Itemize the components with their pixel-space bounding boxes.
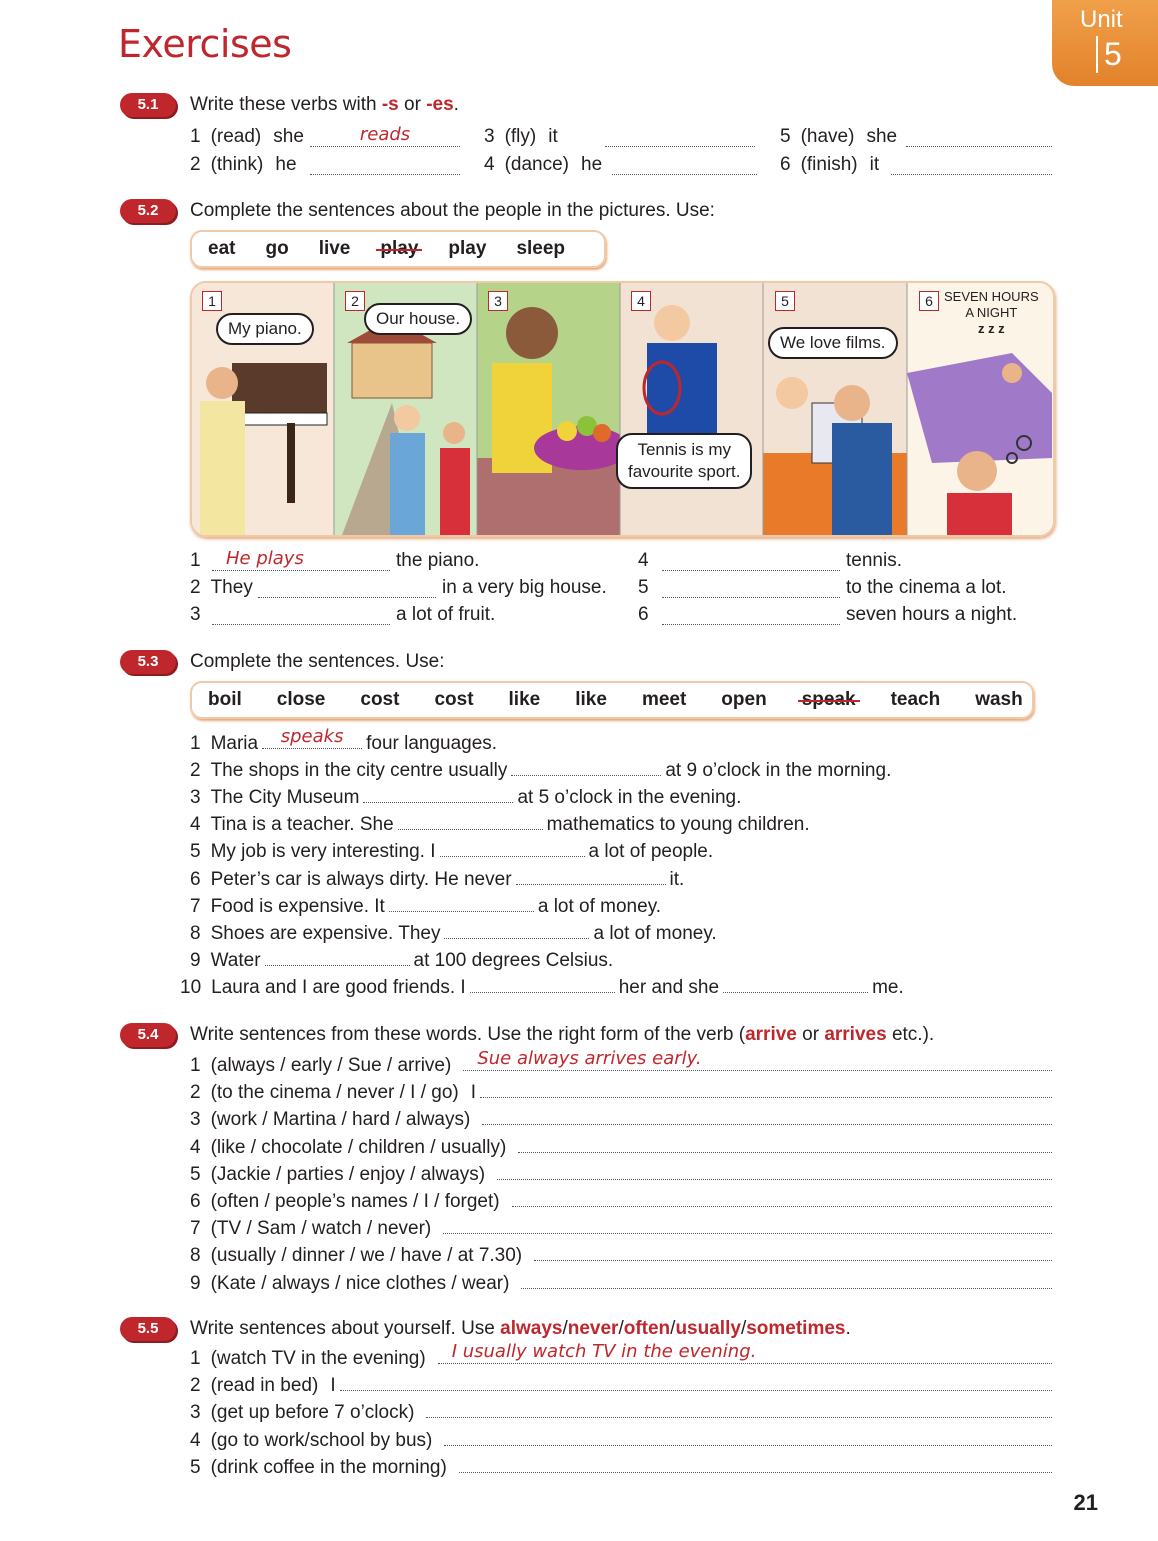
answer-blank[interactable] (389, 897, 534, 912)
sentence-start: Water (210, 949, 261, 971)
exercise-item (190, 124, 411, 148)
sentence-end: at 5 o’clock in the evening. (517, 787, 742, 809)
instr-example-arrives: arrives (824, 1024, 887, 1045)
item-number: 2 (190, 1375, 201, 1397)
exercise-item (180, 977, 904, 999)
sentence-start: Shoes are expensive. They (210, 922, 441, 944)
exercise-item (190, 1430, 1052, 1452)
adverb-often: often (623, 1318, 671, 1339)
exercise-item (484, 154, 602, 176)
word-option: live (318, 238, 351, 259)
exercise-item (190, 1082, 1052, 1104)
word-prompt: (go to work/school by bus) (210, 1429, 433, 1451)
exercise-item (190, 1164, 1052, 1186)
sentence-end: at 100 degrees Celsius. (413, 949, 614, 971)
answer-blank[interactable] (340, 1376, 1052, 1391)
exercise-item (638, 550, 902, 572)
exercise-item (190, 950, 613, 972)
item-number: 6 (190, 868, 201, 890)
sentence-start: Tina is a teacher. She (210, 814, 394, 836)
picture-number: 5 (775, 291, 795, 311)
verb-prompt: (have) (800, 126, 855, 147)
sentence-end: to the cinema a lot. (846, 577, 1007, 598)
word-option: cost (434, 689, 474, 710)
sentence-end: it. (669, 868, 685, 890)
instr-text: or (398, 94, 427, 115)
item-number: 5 (780, 126, 791, 147)
word-option: boil (208, 689, 242, 710)
instr-text: . (845, 1318, 851, 1339)
exercise-item (190, 787, 741, 809)
exercise-item (190, 1457, 1052, 1479)
sentence-start: The City Museum (210, 787, 360, 809)
item-number: 2 (190, 760, 201, 782)
exercise-item (190, 1245, 1052, 1267)
sentence-end: a lot of money. (593, 922, 717, 944)
exercise-instructions-5-4 (190, 1024, 934, 1046)
word-prompt: (to the cinema / never / I / go) (210, 1082, 459, 1104)
caption-line: A NIGHT (965, 305, 1018, 320)
exercise-instructions-5-5 (190, 1318, 851, 1340)
instr-text: Write sentences about yourself. Use (190, 1318, 501, 1339)
answer-blank[interactable] (512, 1192, 1052, 1207)
bubble-line: Tennis is my (637, 440, 731, 459)
exercise-item (190, 760, 891, 782)
speech-bubble-1: My piano. (216, 313, 314, 345)
exercise-item (190, 577, 607, 599)
answer-blank[interactable] (605, 132, 755, 147)
item-number: 1 (190, 1055, 201, 1076)
item-number: 3 (190, 1402, 201, 1424)
item-number: 3 (190, 604, 201, 625)
answer-blank[interactable] (511, 761, 661, 776)
exercise-item (190, 1273, 1052, 1295)
word-option: play (380, 238, 419, 259)
answer-text: Sue always arrives early. (477, 1048, 702, 1069)
speech-bubble-5: We love films. (768, 327, 898, 359)
picture-illustrations (192, 283, 1053, 535)
unit-label: Unit (1080, 6, 1123, 33)
item-number: 5 (638, 577, 649, 598)
item-number: 5 (190, 1163, 201, 1185)
answer-blank[interactable] (518, 1138, 1052, 1153)
answer-blank[interactable] (470, 978, 615, 993)
exercise-item (190, 869, 684, 891)
exercise-item (638, 577, 1007, 599)
unit-number: 5 (1096, 36, 1122, 73)
word-prompt: (often / people’s names / I / forget) (210, 1191, 500, 1212)
answer-blank[interactable] (265, 951, 410, 966)
subject: it (869, 154, 880, 175)
answer-blank[interactable] (516, 870, 666, 885)
item-number: 8 (190, 1245, 201, 1267)
adverb-usually: usually (675, 1318, 741, 1339)
exercise-item (780, 154, 879, 176)
word-prompt: (work / Martina / hard / always) (210, 1109, 471, 1131)
exercise-item (190, 896, 661, 918)
sentence-end: in a very big house. (442, 577, 607, 598)
word-prompt: (get up before 7 o’clock) (210, 1402, 415, 1424)
exercise-item (190, 1341, 1052, 1370)
page-number: 21 (1073, 1490, 1098, 1515)
sentence-end: tennis. (846, 550, 902, 571)
item-number: 1 (190, 550, 201, 571)
picture-strip (190, 281, 1055, 537)
sentence-end: a lot of fruit. (396, 604, 496, 625)
exercise-item (190, 814, 810, 836)
subject: it (548, 126, 558, 147)
word-box-5-3 (190, 681, 1034, 719)
answer-blank[interactable] (212, 548, 390, 571)
item-number: 8 (190, 922, 201, 944)
instr-ending-s: -s (381, 94, 399, 115)
word-option: play (448, 238, 487, 259)
sentence-end: me. (872, 976, 904, 998)
item-number: 5 (190, 1456, 201, 1478)
item-number: 6 (780, 154, 791, 175)
word-option: sleep (516, 238, 566, 259)
verb-prompt: (dance) (504, 154, 569, 175)
sentence-start: I (470, 1082, 477, 1104)
item-number: 4 (190, 814, 201, 836)
verb-prompt: (finish) (800, 154, 858, 175)
item-number: 6 (190, 1191, 201, 1212)
item-number: 1 (190, 733, 201, 754)
exercise-item (190, 1109, 1052, 1131)
item-number: 4 (638, 550, 649, 571)
item-number: 10 (180, 976, 202, 998)
answer-text: speaks (280, 726, 344, 747)
exercise-item (190, 1402, 1052, 1424)
answer-blank[interactable] (463, 1048, 1052, 1071)
subject: she (273, 126, 304, 147)
item-number: 3 (484, 126, 495, 147)
word-option: meet (641, 689, 687, 710)
exercise-item (190, 1218, 1052, 1240)
word-option: like (575, 689, 607, 710)
slash: / (562, 1318, 568, 1339)
item-number: 4 (484, 154, 495, 175)
sentence-start: Laura and I are good friends. I (211, 976, 466, 998)
answer-blank[interactable] (440, 842, 585, 857)
word-prompt: (TV / Sam / watch / never) (210, 1218, 432, 1240)
sentence-middle: her and she (618, 976, 720, 998)
instr-text: or (796, 1024, 825, 1045)
verb-prompt: (think) (210, 154, 264, 175)
speech-bubble-4 (616, 433, 752, 489)
slash: / (740, 1318, 747, 1339)
exercise-item (190, 923, 717, 945)
exercise-item (190, 548, 480, 572)
instr-example-arrive: arrive (745, 1024, 797, 1045)
word-prompt: (always / early / Sue / arrive) (210, 1055, 452, 1076)
word-option: close (276, 689, 326, 710)
picture-number: 3 (488, 291, 508, 311)
item-number: 3 (190, 1109, 201, 1131)
answer-text: He plays (226, 548, 304, 569)
word-prompt: (like / chocolate / children / usually) (210, 1136, 507, 1158)
answer-blank[interactable] (363, 788, 513, 803)
exercise-instructions-5-2: Complete the sentences about the people in the pictures. Use: (190, 200, 715, 221)
sentence-end: the piano. (396, 550, 480, 571)
subject: he (581, 154, 603, 175)
answer-text: I usually watch TV in the evening. (451, 1341, 757, 1362)
item-number: 3 (190, 787, 201, 809)
exercise-instructions-5-3: Complete the sentences. Use: (190, 651, 445, 672)
word-prompt: (drink coffee in the morning) (210, 1456, 447, 1478)
adverb-sometimes: sometimes (746, 1318, 846, 1339)
sentence-start: My job is very interesting. I (210, 841, 436, 863)
adverb-never: never (567, 1318, 619, 1339)
word-option: cost (360, 689, 400, 710)
sentence-start: The shops in the city centre usually (210, 760, 508, 782)
answer-blank[interactable] (612, 160, 757, 175)
answer-blank[interactable] (444, 1431, 1052, 1446)
picture-number: 4 (631, 291, 651, 311)
slash: / (670, 1318, 676, 1339)
answer-blank[interactable] (480, 1083, 1052, 1098)
exercise-item (190, 726, 498, 755)
exercise-item (190, 604, 496, 626)
exercise-badge-5-3: 5.3 (120, 650, 176, 674)
word-option: teach (890, 689, 941, 710)
answer-blank[interactable] (662, 583, 840, 598)
answer-blank[interactable] (258, 583, 436, 598)
word-option: wash (975, 689, 1023, 710)
exercise-badge-5-4: 5.4 (120, 1023, 176, 1047)
sentence-start: Maria (210, 733, 259, 754)
word-prompt: (Kate / always / nice clothes / wear) (210, 1272, 510, 1294)
exercise-badge-5-5: 5.5 (120, 1317, 176, 1341)
instr-text: etc.). (886, 1024, 935, 1045)
item-number: 4 (190, 1136, 201, 1158)
item-number: 6 (638, 604, 649, 625)
item-number: 2 (190, 1082, 201, 1104)
exercise-badge-5-1: 5.1 (120, 93, 176, 117)
caption-6 (944, 289, 1039, 337)
word-option: go (265, 238, 289, 259)
item-number: 1 (190, 126, 201, 147)
picture-number: 6 (919, 291, 939, 311)
sentence-start: They (210, 577, 253, 598)
slash: / (618, 1318, 624, 1339)
word-box-5-2 (190, 230, 606, 268)
exercise-instructions-5-1 (190, 94, 459, 116)
picture-number: 2 (345, 291, 365, 311)
adverb-always: always (500, 1318, 563, 1339)
exercise-item (190, 1048, 1052, 1077)
exercise-item (190, 1375, 1052, 1397)
bubble-line: favourite sport. (628, 462, 741, 481)
answer-blank[interactable] (662, 556, 840, 571)
verb-prompt: (read) (210, 126, 262, 147)
verb-prompt: (fly) (504, 126, 537, 147)
item-number: 4 (190, 1429, 201, 1451)
answer-blank[interactable] (438, 1341, 1052, 1364)
picture-number: 1 (202, 291, 222, 311)
sentence-start: Food is expensive. It (210, 895, 385, 917)
instr-text: Write sentences from these words. Use the right form of the verb ( (190, 1024, 746, 1045)
answer-blank[interactable] (482, 1110, 1052, 1125)
answer-blank[interactable] (723, 978, 868, 993)
answer-blank[interactable] (310, 160, 460, 175)
sentence-end: at 9 o’clock in the morning. (665, 760, 892, 782)
answer-blank[interactable] (426, 1403, 1052, 1418)
answer-blank[interactable] (443, 1219, 1052, 1234)
exercise-item (190, 154, 297, 176)
exercise-item (190, 1191, 1052, 1213)
item-number: 9 (190, 1272, 201, 1294)
item-number: 2 (190, 154, 201, 175)
exercise-badge-5-2: 5.2 (120, 199, 176, 223)
subject: he (275, 154, 297, 175)
exercise-item (780, 126, 897, 148)
item-number: 2 (190, 577, 201, 598)
sentence-end: mathematics to young children. (546, 814, 810, 836)
answer-blank[interactable] (534, 1246, 1052, 1261)
exercise-item (190, 841, 713, 863)
sentence-end: a lot of people. (588, 841, 714, 863)
word-option: eat (208, 238, 236, 259)
word-option: open (721, 689, 767, 710)
subject: she (866, 126, 898, 147)
sentence-end: a lot of money. (537, 895, 662, 917)
exercise-item (190, 1137, 1052, 1159)
item-number: 7 (190, 1218, 201, 1240)
exercise-item (484, 126, 558, 148)
caption-line: SEVEN HOURS (944, 289, 1039, 304)
sentence-start: Peter’s car is always dirty. He never (210, 868, 512, 890)
sentence-start: I (330, 1375, 336, 1397)
answer-blank[interactable] (310, 124, 460, 147)
sentence-end: four languages. (366, 733, 498, 754)
sentence-end: seven hours a night. (846, 604, 1018, 625)
unit-tab (1052, 0, 1158, 86)
answer-blank[interactable] (662, 610, 840, 625)
answer-blank[interactable] (906, 132, 1052, 147)
word-option: like (508, 689, 541, 710)
answer-blank[interactable] (459, 1458, 1052, 1473)
instr-text: . (453, 94, 459, 115)
answer-blank[interactable] (444, 924, 589, 939)
answer-blank[interactable] (262, 726, 362, 749)
speech-bubble-2: Our house. (364, 303, 472, 335)
word-prompt: (watch TV in the evening) (210, 1348, 426, 1369)
answer-text: reads (359, 124, 411, 145)
item-number: 1 (190, 1348, 201, 1369)
answer-blank[interactable] (891, 160, 1052, 175)
instr-text: Write these verbs with (190, 94, 382, 115)
answer-blank[interactable] (212, 610, 390, 625)
word-prompt: (read in bed) (210, 1375, 319, 1397)
answer-blank[interactable] (497, 1165, 1052, 1180)
item-number: 5 (190, 841, 201, 863)
sleep-zz: z z z (977, 321, 1005, 336)
page-title: Exercises (118, 22, 292, 66)
item-number: 9 (190, 949, 201, 971)
item-number: 7 (190, 895, 201, 917)
answer-blank[interactable] (521, 1274, 1052, 1289)
word-prompt: (usually / dinner / we / have / at 7.30) (210, 1245, 523, 1267)
answer-blank[interactable] (398, 815, 543, 830)
word-option: speak (801, 689, 856, 710)
instr-ending-es: -es (426, 94, 454, 115)
word-prompt: (Jackie / parties / enjoy / always) (210, 1163, 486, 1185)
exercise-item (638, 604, 1018, 626)
